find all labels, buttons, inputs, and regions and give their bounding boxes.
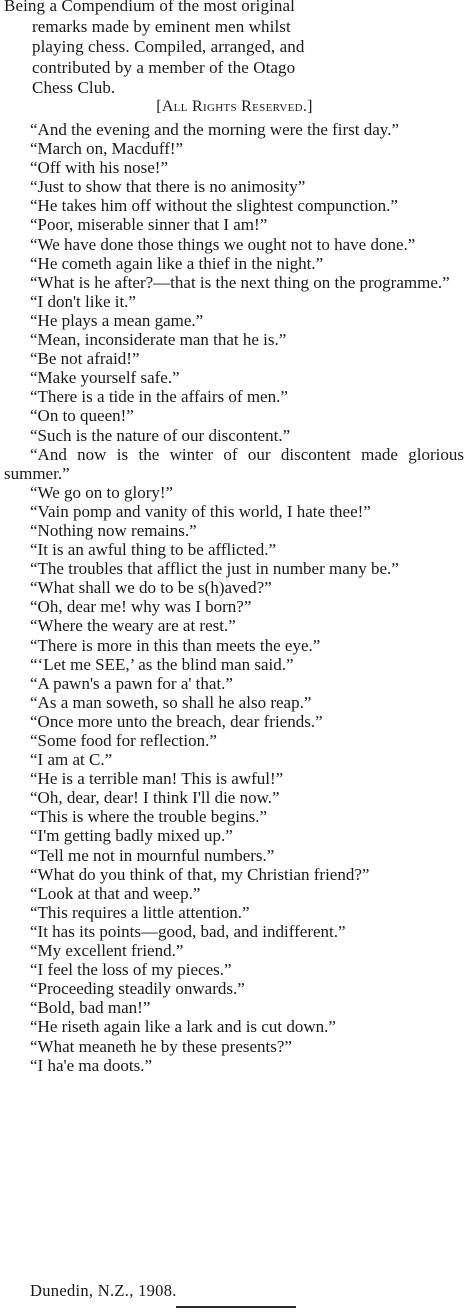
quote: “Look at that and weep.”	[30, 883, 201, 903]
quote: “There is a tide in the affairs of men.”	[30, 387, 288, 407]
rights-notice: [All Rights Reserved.]	[156, 98, 313, 115]
quote: “On to queen!”	[30, 406, 134, 426]
quote: “Nothing now remains.”	[30, 520, 197, 540]
quote: “I'm getting badly mixed up.”	[30, 826, 233, 846]
quote: “It is an awful thing to be afflicted.”	[30, 540, 277, 560]
quote: “We go on to glory!”	[30, 482, 174, 502]
intro-paragraph	[4, 0, 466, 99]
quote: “I feel the loss of my pieces.”	[30, 960, 232, 980]
intro-line: playing chess. Compiled, arranged, and	[32, 37, 305, 56]
quote: “Once more unto the breach, dear friends.”	[30, 711, 323, 731]
quote: “My excellent friend.”	[30, 941, 184, 961]
quote: “Just to show that there is no animosity”	[30, 177, 306, 197]
quote: “A pawn's a pawn for a' that.”	[30, 673, 233, 693]
quote: “Some food for reflection.”	[30, 731, 217, 750]
intro-line: Chess Club.	[32, 78, 116, 97]
quote: “It has its points—good, bad, and indifferent.”	[30, 921, 346, 941]
quote: “And the evening and the morning were the first day.”	[30, 120, 399, 139]
intro-line: contributed by a member of the Otago	[32, 57, 296, 77]
quote: “As a man soweth, so shall he also reap.”	[30, 692, 312, 712]
quote: “And now is the winter of our discontent made glorious summer.”	[4, 444, 464, 483]
quote: “Such is the nature of our discontent.”	[30, 425, 291, 445]
quote: “Tell me not in mournful numbers.”	[30, 845, 275, 865]
intro-line: Being a Compendium of the most original	[4, 0, 295, 15]
quotes-list	[4, 120, 464, 1075]
quote: “Oh, dear, dear! I think I'll die now.”	[30, 788, 280, 808]
quote: “We have done those things we ought not to have done.”	[30, 234, 416, 254]
quote: “Oh, dear me! why was I born?”	[30, 597, 252, 617]
quote: “Make yourself safe.”	[30, 368, 180, 388]
quote: “Be not afraid!”	[30, 349, 140, 369]
quote: “This is where the trouble begins.”	[30, 807, 267, 827]
quote: “He is a terrible man! This is awful!”	[30, 769, 284, 789]
quote: “What shall we do to be s(h)aved?”	[30, 578, 272, 598]
divider-rule	[176, 1306, 296, 1308]
quote: “Vain pomp and vanity of this world, I hate thee!”	[30, 501, 371, 521]
quote: “I don't like it.”	[30, 291, 136, 311]
quote: “Proceeding steadily onwards.”	[30, 979, 245, 999]
quote: “Off with his nose!”	[30, 158, 169, 178]
quote: “March on, Macduff!”	[30, 139, 184, 159]
quote: “Mean, inconsiderate man that he is.”	[30, 330, 287, 350]
quote: “Where the weary are at rest.”	[30, 616, 236, 636]
quote: “This requires a little attention.”	[30, 902, 250, 922]
quote: “He riseth again like a lark and is cut down.”	[30, 1017, 336, 1037]
quote: “Poor, miserable sinner that I am!”	[30, 215, 268, 235]
quote: “Bold, bad man!”	[30, 998, 151, 1018]
quote: “He cometh again like a thief in the night.”	[30, 253, 324, 273]
quote: “He takes him off without the slightest compunction.”	[30, 196, 398, 216]
quote: “What do you think of that, my Christian friend?”	[30, 864, 370, 884]
quote: “What is he after?—that is the next thing on the programme.”	[30, 272, 450, 292]
quote: “‘Let me SEE,’ as the blind man said.”	[30, 654, 294, 674]
intro-line: remarks made by eminent men whilst	[32, 16, 291, 36]
signoff: Dunedin, N.Z., 1908.	[30, 1281, 177, 1300]
quote: “The troubles that afflict the just in number many be.”	[30, 559, 399, 579]
quote: “There is more in this than meets the eye.”	[30, 635, 321, 655]
quote: “I am at C.”	[30, 750, 113, 770]
quote: “He plays a mean game.”	[30, 310, 204, 330]
quote: “What meaneth he by these presents?”	[30, 1036, 292, 1056]
quote: “I ha'e ma doots.”	[30, 1055, 153, 1075]
